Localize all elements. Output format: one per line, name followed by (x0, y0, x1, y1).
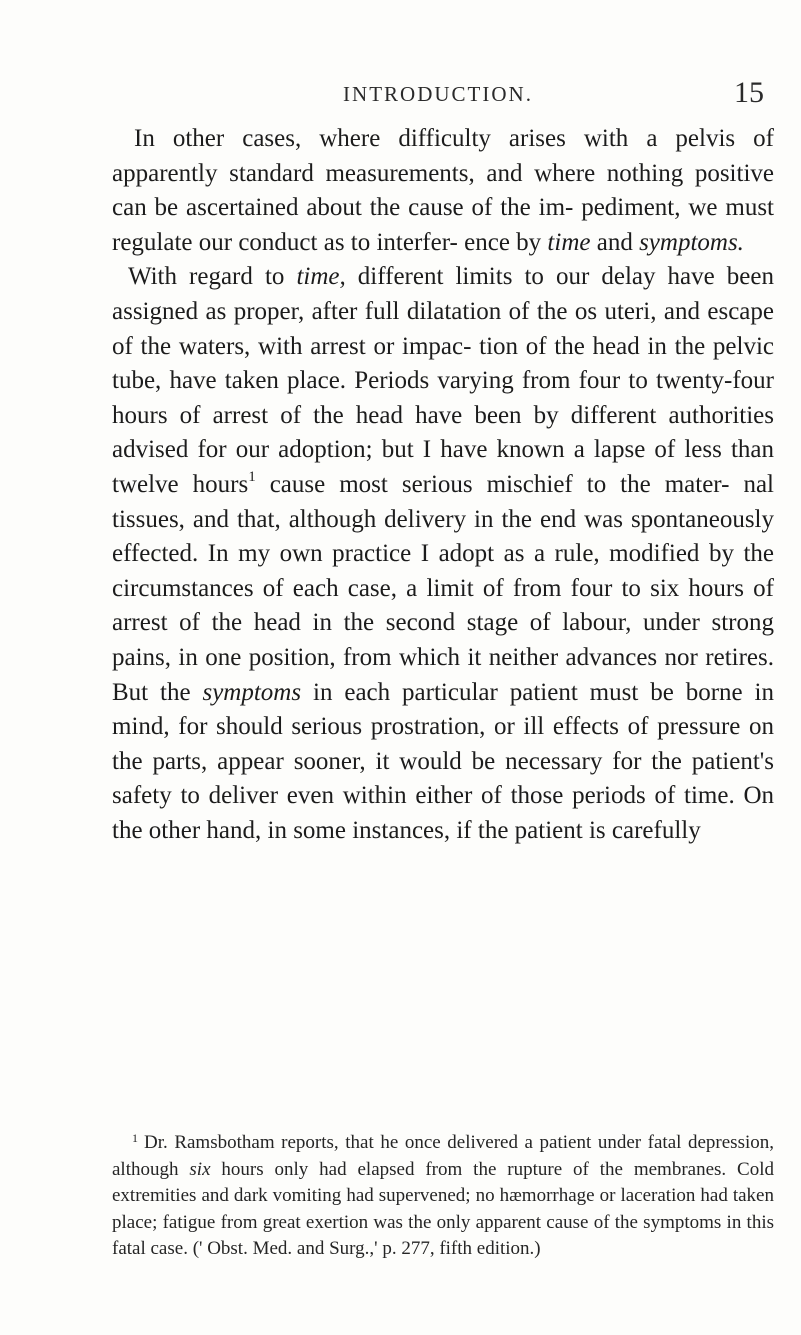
footnote-text-b: hours only had elapsed from the rupture of the membranes. Cold extremities and dark vomiting had supervened; no hæmorrhage or laceration had taken place; fatigue from great exertion was the only apparent cause of the symptoms in this fatal case. (' Obst. Med. and Surg.,' p. 277, fifth edition.) (112, 1159, 774, 1259)
paragraph-2-text-d: in each particular patient must be borne in mind, for should serious prostration, or ill effects of pressure on the parts, appear sooner, it would be necessary for the patient's safety to deliver even within either of those periods of time. On the other hand, in some instances, if the patient is carefully (112, 678, 774, 844)
footnote-text-a: Dr. Ramsbotham reports, that he once delivered a patient under fatal depression, although (112, 1132, 774, 1181)
running-head: INTRODUCTION. (343, 82, 533, 106)
paragraph-2-text-b: different limits to our delay have been assigned as proper, after full dilatation of the os uteri, and escape of the waters, with arrest or impac- tion of the head in the pelvic tube, have taken place. Periods varying from four to twenty-four hours of arrest of the head have been by different authorities advised for our adoption; but I have known a lapse of less than twelve hours (112, 263, 774, 498)
paragraph-1-text-b: and (590, 228, 640, 256)
paragraph-1-text-a: In other cases, where difficulty arises with a pelvis of apparently standard measurements, and where nothing positive can be ascertained about the cause of the im- pediment, we must regulate our conduct as to interfer- ence by (112, 125, 774, 256)
footnotes (112, 1130, 774, 1262)
paragraph-1-emphasis-time: time (547, 228, 591, 256)
footnote-reference[interactable]: 1 (248, 468, 256, 485)
paragraph-2-text-c: cause most serious mischief to the mater- nal tissues, and that, although delivery in the end was spontaneously effected. In my own practice I adopt as a rule, modified by the circumstances of each case, a limit of from four to six hours of arrest of the head in the second stage of labour, under strong pains, in one position, from which it neither advances nor retires. But the (112, 470, 775, 706)
paragraph-1-emphasis-symptoms: symptoms. (639, 228, 744, 256)
page-number: 15 (734, 76, 764, 109)
footnote-emphasis: six (189, 1159, 211, 1181)
body-text (112, 122, 774, 848)
paragraph-2-text-a: With regard to (128, 263, 297, 291)
paragraph-1 (112, 122, 774, 260)
page-header (112, 76, 764, 120)
paragraph-2-emphasis-symptoms: symptoms (202, 678, 302, 706)
footnote-marker: 1 (132, 1131, 138, 1145)
footnote-1 (112, 1130, 774, 1262)
paragraph-2 (112, 260, 774, 848)
paragraph-2-emphasis-time: time, (296, 263, 346, 291)
